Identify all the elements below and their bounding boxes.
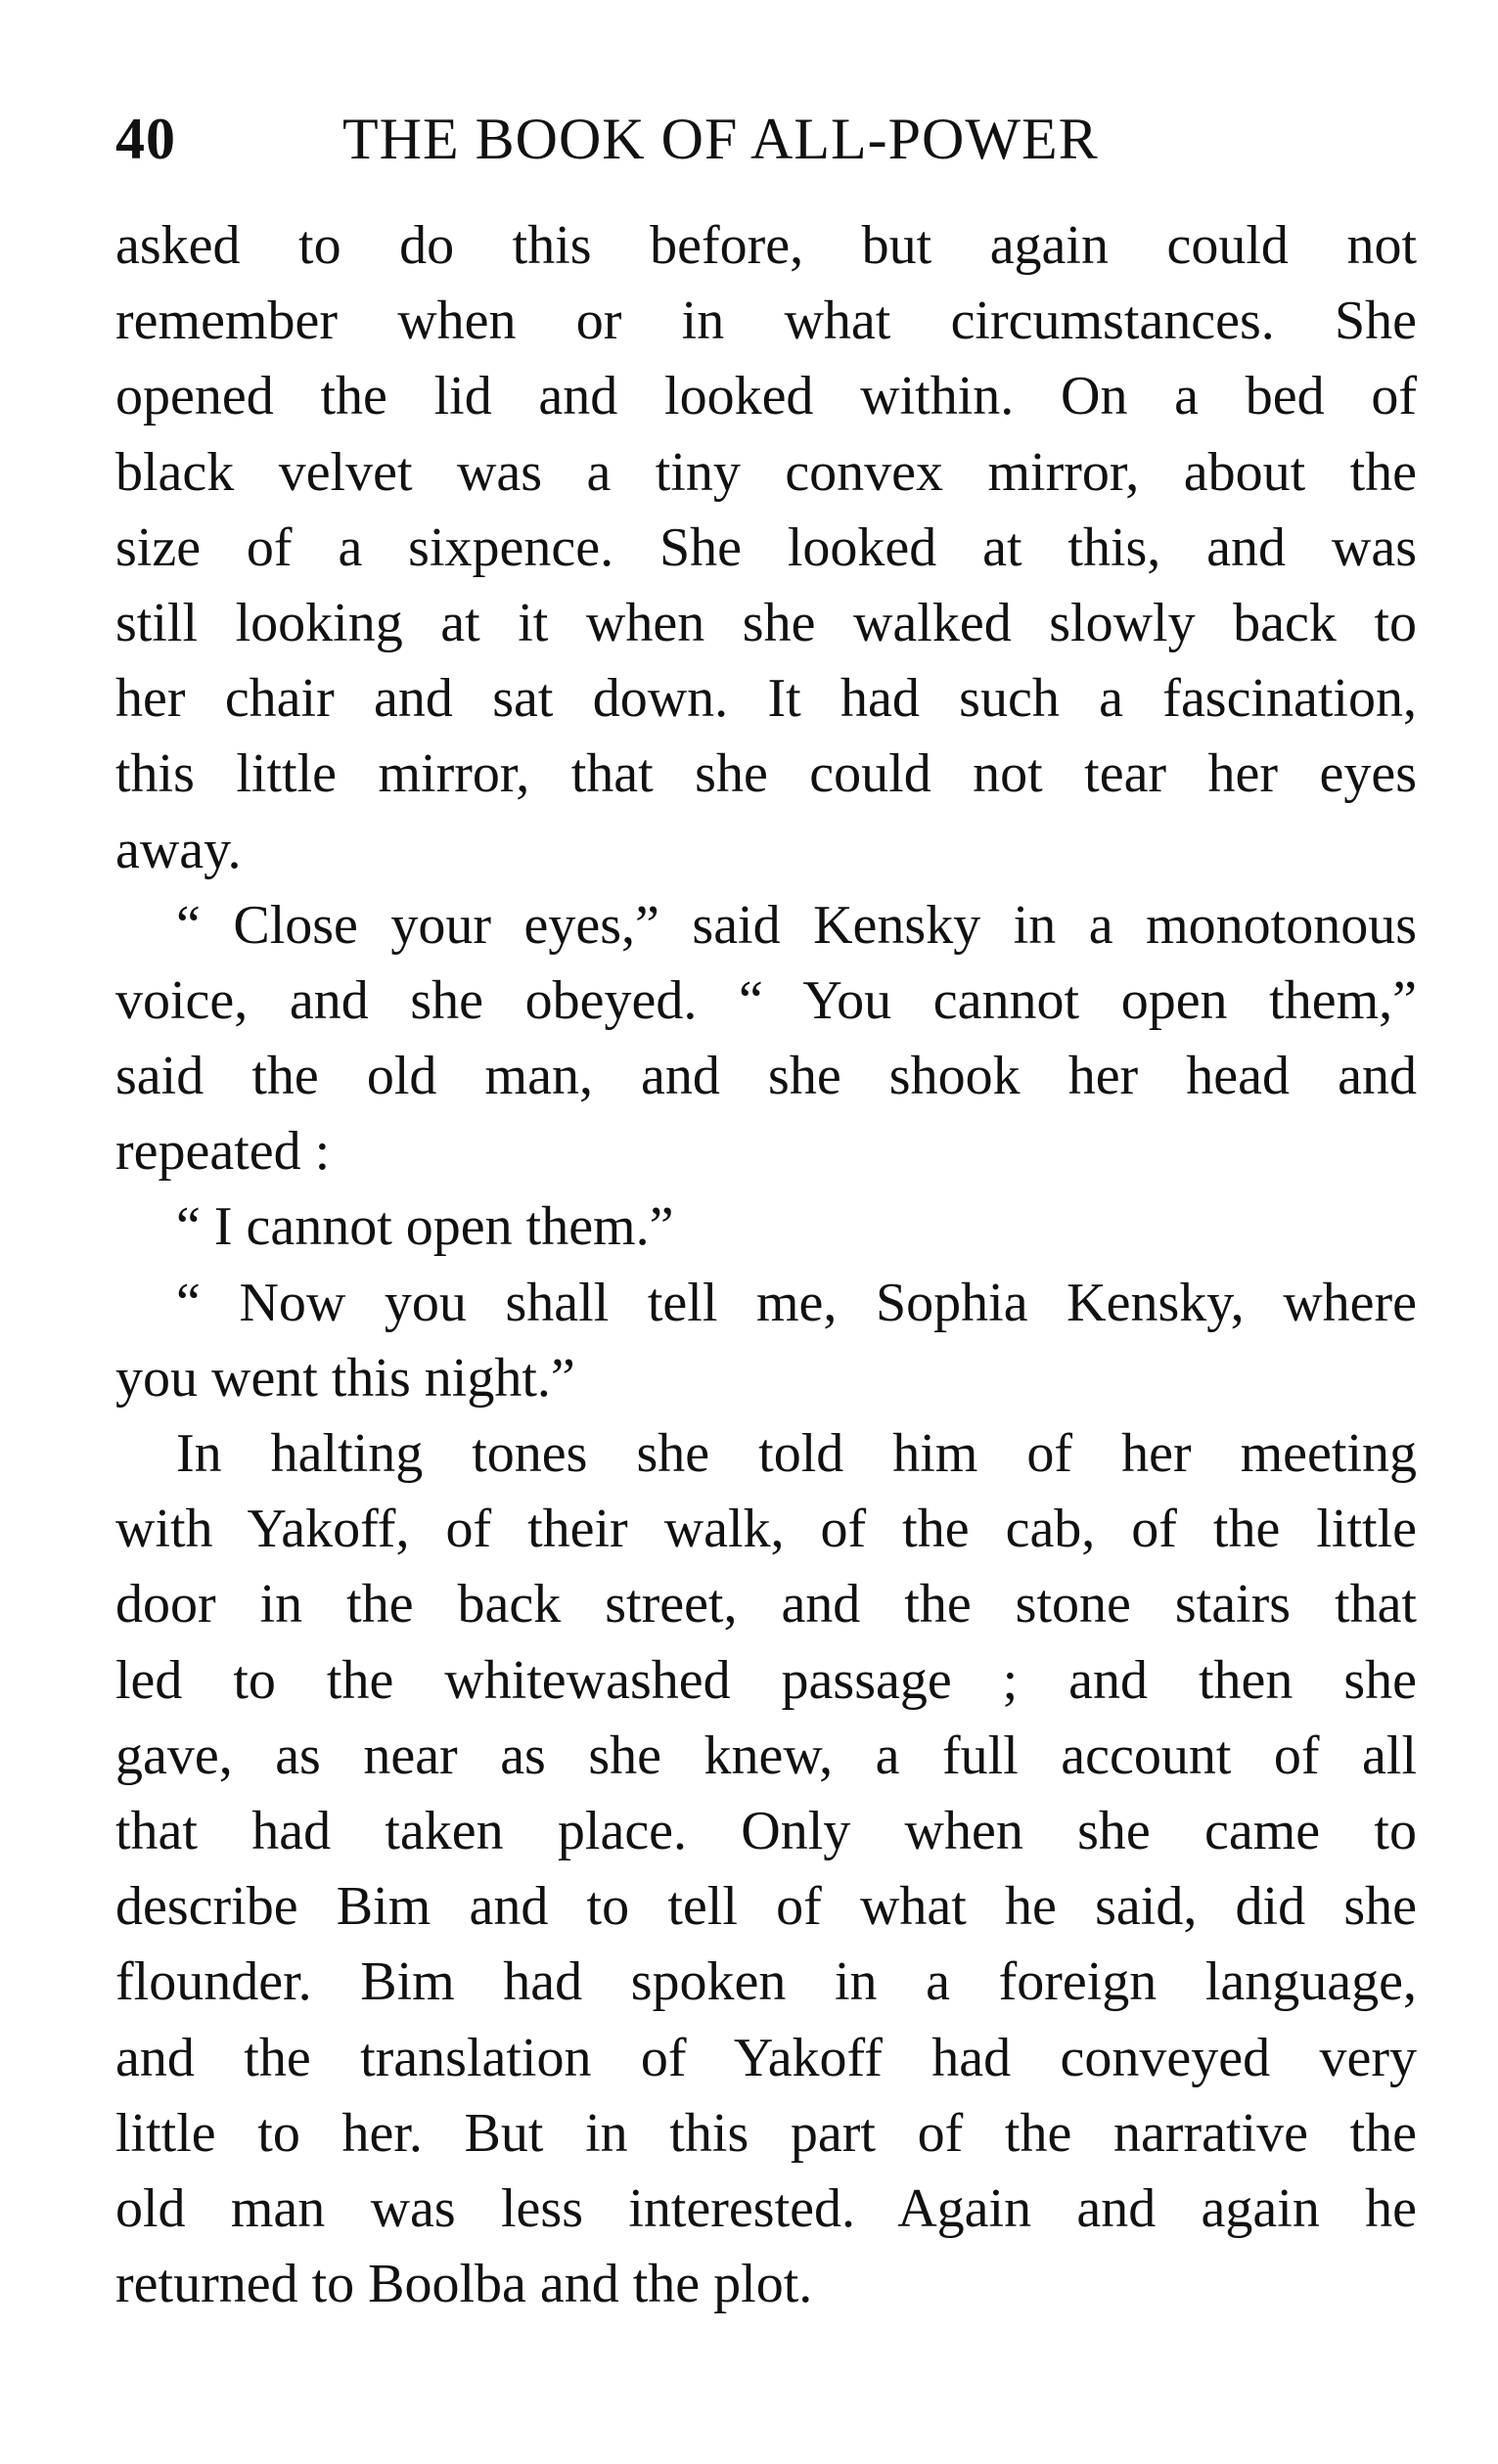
text-line: “ I cannot open them.”: [176, 1196, 674, 1258]
text-line: little to her. But in this part of the narrative the: [115, 2102, 1417, 2164]
text-line: describe Bim and to tell of what he said, did she: [115, 1876, 1417, 1938]
text-line: “ Close your eyes,” said Kensky in a monotonous: [176, 894, 1417, 956]
text-line: remember when or in what circumstances. She: [115, 291, 1417, 352]
text-line: In halting tones she told him of her meeting: [176, 1423, 1417, 1484]
text-line: voice, and she obeyed. “ You cannot open them,”: [115, 969, 1417, 1031]
text-line: “ Now you shall tell me, Sophia Kensky, where: [176, 1272, 1417, 1333]
running-head: [115, 100, 1417, 178]
text-line: still looking at it when she walked slowly back to: [115, 592, 1417, 653]
text-line: black velvet was a tiny convex mirror, about the: [115, 441, 1417, 503]
text-line: you went this night.”: [115, 1347, 575, 1409]
text-line: asked to do this before, but again could not: [115, 215, 1417, 276]
text-line: led to the whitewashed passage ; and then she: [115, 1649, 1417, 1711]
text-line: old man was less interested. Again and again he: [115, 2177, 1417, 2239]
text-line: repeated :: [115, 1121, 331, 1183]
text-line: opened the lid and looked within. On a bed of: [115, 366, 1417, 427]
text-line: size of a sixpence. She looked at this, and was: [115, 516, 1417, 578]
text-line: gave, as near as she knew, a full account of all: [115, 1725, 1417, 1786]
text-line: that had taken place. Only when she came to: [115, 1800, 1417, 1861]
text-line: away.: [115, 819, 242, 880]
text-line: and the translation of Yakoff had conveyed very: [115, 2027, 1417, 2088]
text-line: said the old man, and she shook her head and: [115, 1046, 1417, 1107]
text-line: her chair and sat down. It had such a fascination,: [115, 668, 1417, 730]
page-number: 40: [115, 107, 176, 171]
text-line: returned to Boolba and the plot.: [115, 2254, 813, 2315]
book-title: THE BOOK OF ALL-POWER: [342, 107, 1099, 171]
body-text: [115, 208, 1417, 2322]
text-line: flounder. Bim had spoken in a foreign language,: [115, 1951, 1417, 2013]
text-line: with Yakoff, of their walk, of the cab, of the little: [115, 1499, 1417, 1560]
text-line: this little mirror, that she could not tear her eyes: [115, 743, 1417, 805]
text-line: door in the back street, and the stone stairs that: [115, 1574, 1417, 1635]
